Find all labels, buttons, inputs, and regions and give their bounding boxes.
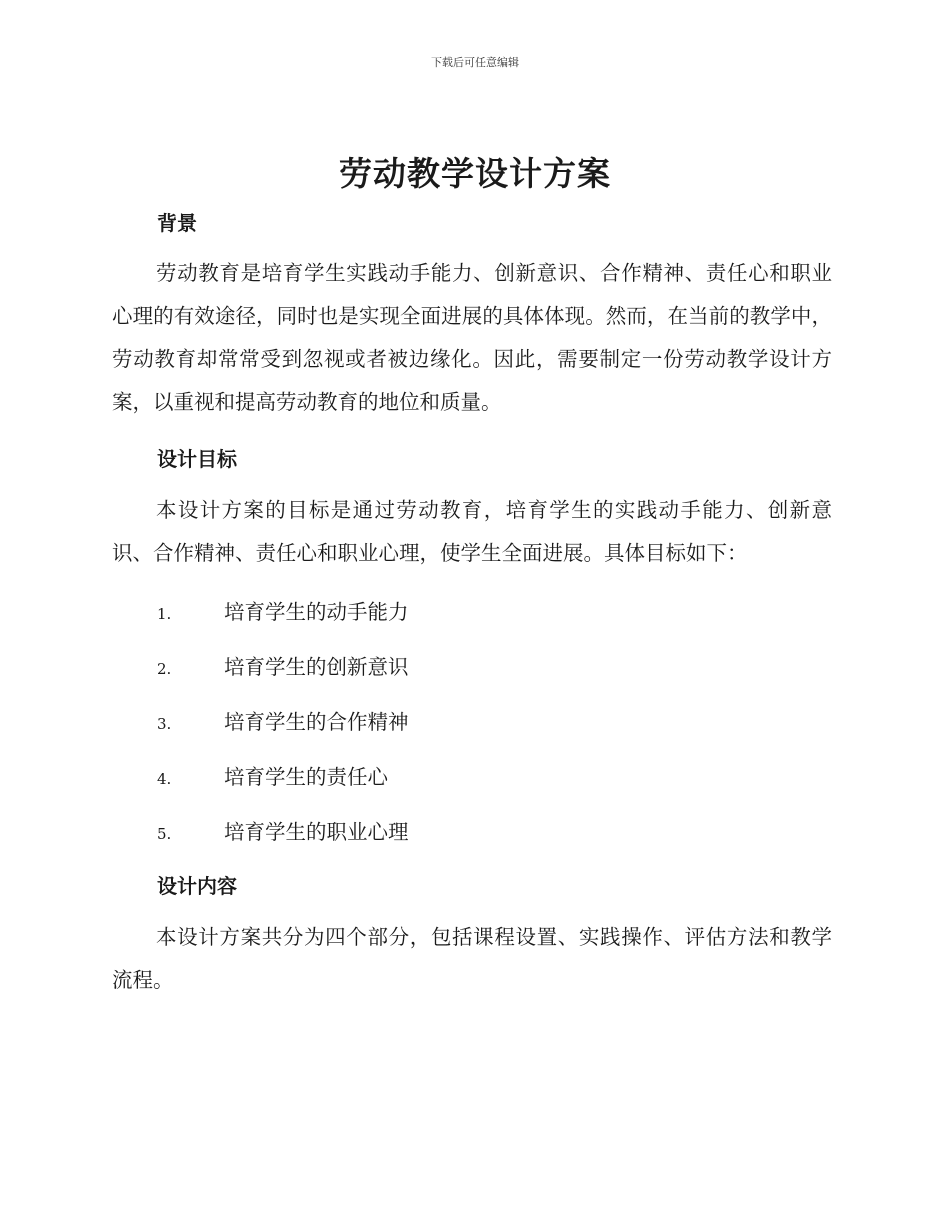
- goal-list-item: [157, 760, 388, 790]
- list-number: 5.: [157, 825, 172, 843]
- list-number: 4.: [157, 770, 172, 788]
- section-heading-content: 设计内容: [157, 874, 237, 898]
- background-paragraph: 劳动教育是培育学生实践动手能力、创新意识、合作精神、责任心和职业心理的有效途径，同时也是实现全面进展的具体体现。然而，在当前的教学中，劳动教育却常常受到忽视或者被边缘化。因此，需要制定一份劳动教学设计方案，以重视和提高劳动教育的地位和质量。: [112, 261, 832, 414]
- list-number: 1.: [157, 605, 172, 623]
- list-text: 培育学生的创新意识: [224, 655, 409, 679]
- list-text: 培育学生的责任心: [224, 765, 388, 789]
- goals-paragraph: 本设计方案的目标是通过劳动教育，培育学生的实践动手能力、创新意识、合作精神、责任心和职业心理，使学生全面进展。具体目标如下：: [112, 498, 832, 565]
- section-heading-background: 背景: [157, 211, 197, 235]
- section-heading-goals: 设计目标: [157, 447, 237, 471]
- list-text: 培育学生的职业心理: [224, 820, 409, 844]
- goal-list-item: [157, 705, 409, 735]
- goal-list-item: [157, 815, 409, 845]
- list-number: 3.: [157, 715, 172, 733]
- goal-list-item: [157, 650, 409, 680]
- document-title: 劳动教学设计方案: [339, 154, 611, 193]
- header-note: 下载后可任意编辑: [431, 56, 519, 69]
- content-paragraph: 本设计方案共分为四个部分，包括课程设置、实践操作、评估方法和教学流程。: [112, 925, 832, 992]
- list-number: 2.: [157, 660, 172, 678]
- list-text: 培育学生的动手能力: [224, 600, 409, 624]
- goal-list-item: [157, 595, 409, 625]
- list-text: 培育学生的合作精神: [224, 710, 409, 734]
